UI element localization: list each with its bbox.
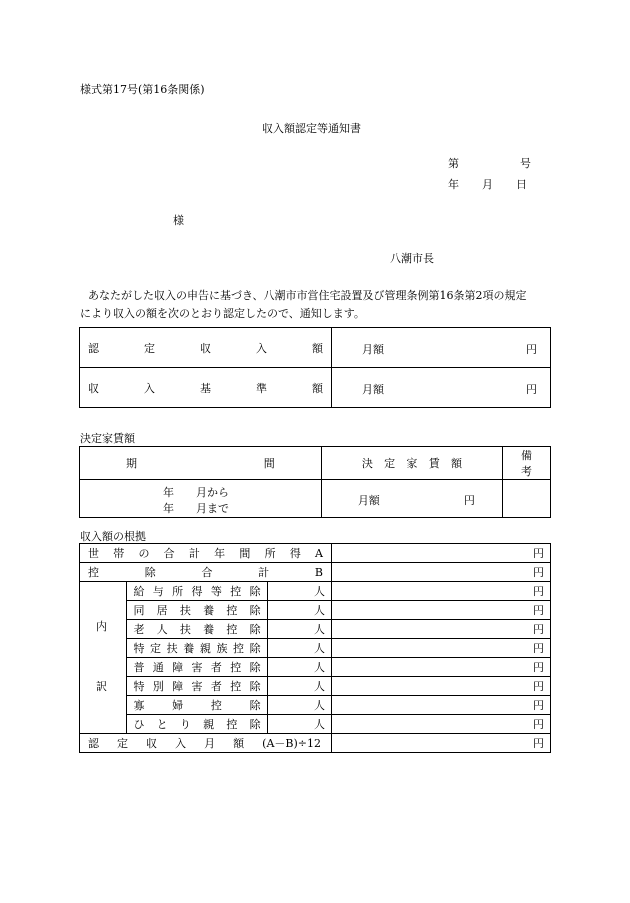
- document-title: 収入額認定等通知書: [262, 122, 361, 135]
- table-row: [80, 563, 551, 582]
- table-row: [80, 447, 551, 480]
- table-row: [80, 639, 551, 658]
- table-row: [80, 582, 551, 601]
- table-row: [80, 480, 551, 518]
- yen-unit: 円: [533, 604, 544, 617]
- table-row: [80, 715, 551, 734]
- deduction-label: 特別障害者控除: [133, 680, 261, 693]
- yen-unit: 円: [533, 642, 544, 655]
- monthly-label: 月額: [357, 494, 380, 507]
- col-note: 備考: [521, 449, 532, 478]
- total-income-label: 世帯の合計年間所得A: [88, 547, 323, 560]
- ref-tsuki: 月: [482, 178, 493, 191]
- person-unit: 人: [314, 661, 325, 674]
- deduction-label: 同居扶養控除: [133, 604, 261, 617]
- ref-dai: 第: [448, 157, 459, 170]
- yen-unit: 円: [533, 566, 544, 579]
- person-unit: 人: [314, 585, 325, 598]
- yen-unit: 円: [533, 718, 544, 731]
- table-row: [80, 734, 551, 753]
- income-label: 認定収入額: [88, 341, 323, 355]
- yen-unit: 円: [533, 661, 544, 674]
- deduction-label: ひとり親控除: [133, 718, 261, 731]
- note-cell: [503, 480, 551, 518]
- table-row: [80, 696, 551, 715]
- person-unit: 人: [314, 699, 325, 712]
- rent-heading: 決定家賃額: [80, 432, 135, 445]
- period-from: 年 月から: [163, 486, 229, 499]
- rent-table: [79, 446, 551, 518]
- yen-unit: 円: [533, 737, 544, 750]
- person-unit: 人: [314, 718, 325, 731]
- issuer: 八潮市長: [390, 252, 434, 265]
- body-text-line-1: あなたがした収入の申告に基づき、八潮市市営住宅設置及び管理条例第16条第2項の規定: [88, 289, 527, 302]
- yen-unit: 円: [463, 494, 475, 507]
- yen-unit: 円: [526, 343, 537, 356]
- yen-unit: 円: [526, 383, 537, 396]
- yen-unit: 円: [533, 547, 544, 560]
- table-row: [80, 620, 551, 639]
- ref-nen: 年: [448, 178, 459, 191]
- ref-hi: 日: [516, 178, 527, 191]
- ref-go: 号: [520, 157, 531, 170]
- deduction-total-label: 控除合計B: [88, 566, 323, 579]
- deduction-label: 寡婦控除: [133, 699, 261, 712]
- yen-unit: 円: [533, 680, 544, 693]
- standard-label: 収入基準額: [88, 381, 323, 395]
- form-number: 様式第17号(第16条関係): [80, 83, 205, 96]
- monthly-income-label: 認定収入月額(A－B)÷12: [88, 737, 321, 750]
- yen-unit: 円: [533, 699, 544, 712]
- yen-unit: 円: [533, 623, 544, 636]
- deduction-label: 給与所得等控除: [133, 585, 261, 598]
- table-row: [80, 677, 551, 696]
- person-unit: 人: [314, 680, 325, 693]
- col-rent: 決定家賃額: [361, 457, 462, 470]
- table-row: [80, 328, 551, 368]
- addressee-suffix: 様: [173, 214, 184, 227]
- yen-unit: 円: [533, 585, 544, 598]
- deduction-label: 普通障害者控除: [133, 661, 261, 674]
- breakdown-label-1: 内: [96, 620, 107, 633]
- income-table: [79, 327, 551, 408]
- person-unit: 人: [314, 642, 325, 655]
- basis-heading: 収入額の根拠: [80, 530, 146, 543]
- person-unit: 人: [314, 623, 325, 636]
- basis-table: [79, 543, 551, 753]
- period-to: 年 月まで: [163, 502, 229, 515]
- deduction-label: 老人扶養控除: [133, 623, 261, 636]
- table-row: [80, 368, 551, 408]
- body-text-line-2: により収入の額を次のとおり認定したので、通知します。: [80, 307, 365, 320]
- table-row: [80, 601, 551, 620]
- table-row: [80, 658, 551, 677]
- col-period: 期間: [126, 457, 275, 470]
- monthly-label: 月額: [362, 343, 384, 356]
- monthly-label: 月額: [362, 383, 384, 396]
- breakdown-label-2: 訳: [96, 680, 107, 693]
- deduction-label: 特定扶養親族控除: [133, 642, 261, 655]
- table-row: [80, 544, 551, 563]
- person-unit: 人: [314, 604, 325, 617]
